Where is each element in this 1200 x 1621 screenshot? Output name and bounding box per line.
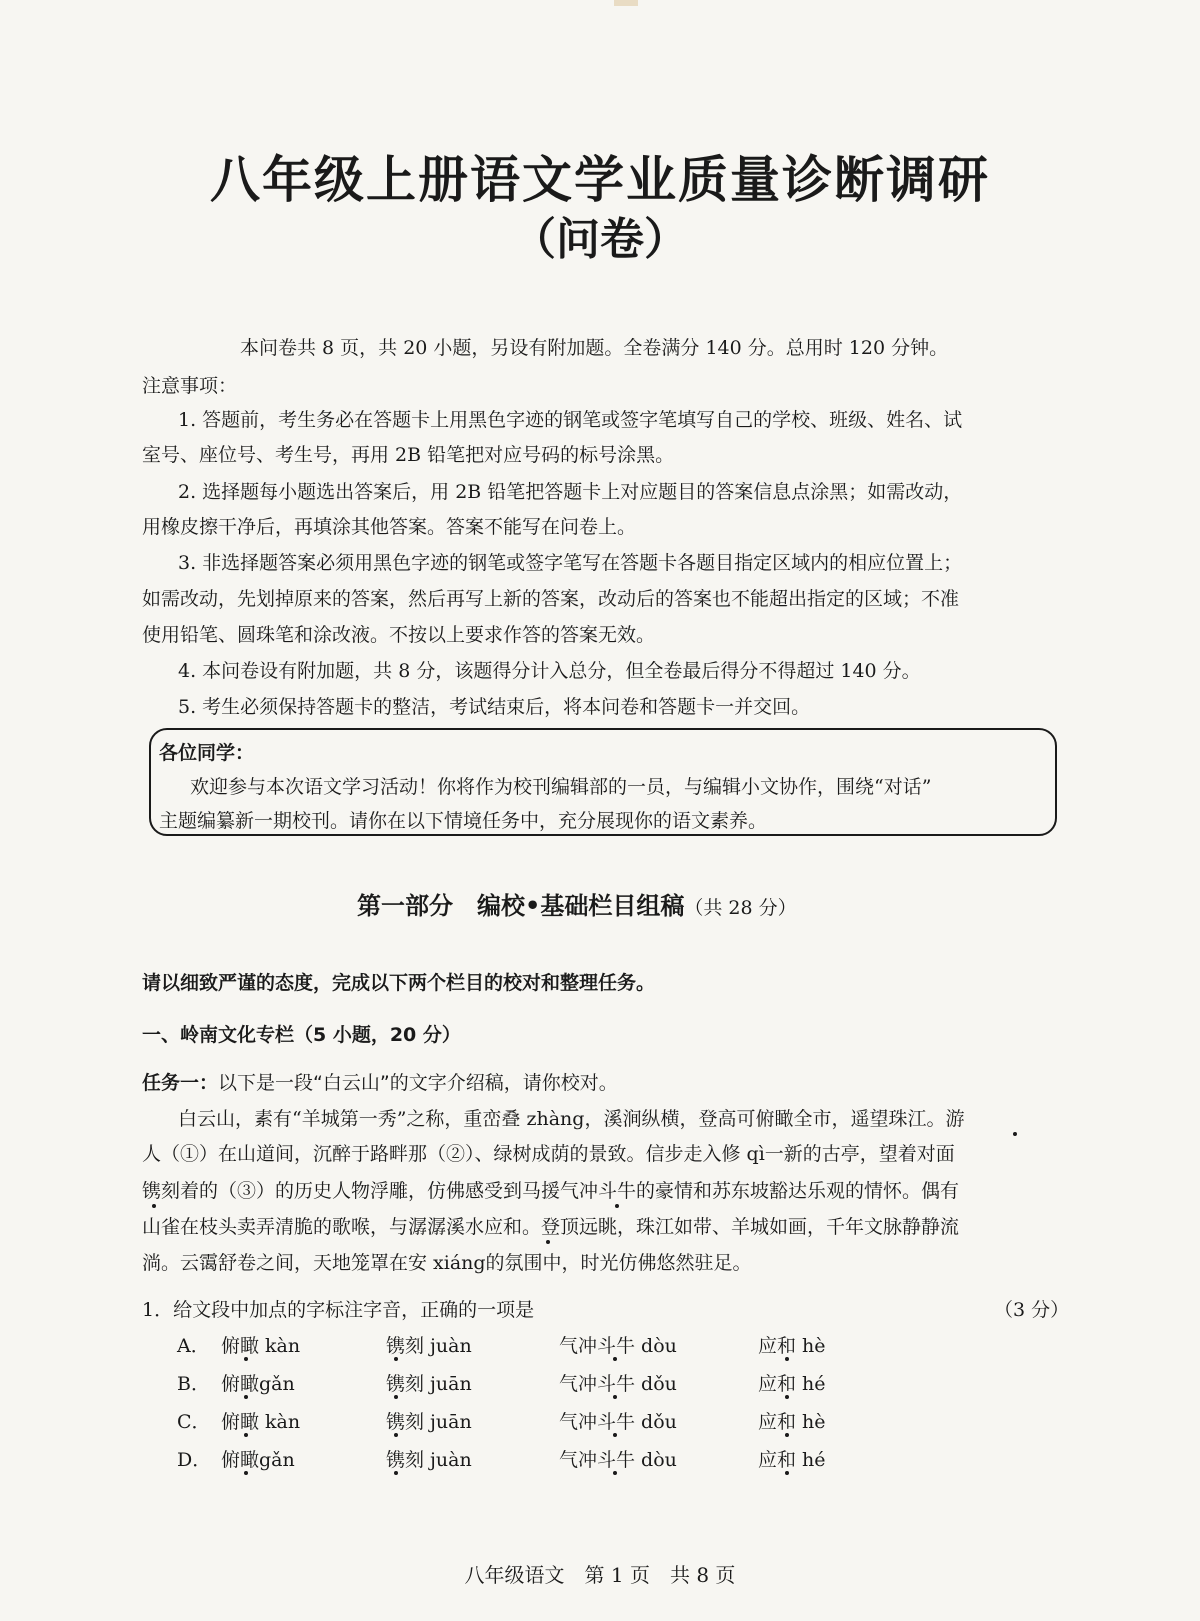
option-item: 镌刻 juān	[386, 1411, 472, 1433]
notice-line: 室号、座位号、考生号，再用 2B 铅笔把对应号码的标号涂黑。	[142, 444, 675, 466]
emphasis-dot	[244, 1357, 248, 1361]
option-letter: C．	[177, 1411, 211, 1433]
option-letter: D．	[177, 1449, 212, 1471]
notice-line: 2. 选择题每小题选出答案后，用 2B 铅笔把答题卡上对应题目的答案信息点涂黑；如需改动，	[178, 481, 963, 503]
notice-line: 使用铅笔、圆珠笔和涂改液。不按以上要求作答的答案无效。	[142, 624, 656, 646]
passage-line: 淌。云霭舒卷之间，天地笼罩在安 xiáng的氛围中，时光仿佛悠然驻足。	[142, 1252, 752, 1274]
section-heading: 一、岭南文化专栏（5 小题，20 分）	[142, 1024, 461, 1046]
emphasis-dot	[244, 1433, 248, 1437]
exam-intro: 本问卷共 8 页，共 20 小题，另设有附加题。全卷满分 140 分。总用时 120 分钟。	[240, 337, 949, 359]
task-label: 任务一：	[142, 1072, 219, 1094]
option-item: 应和 hè	[758, 1411, 826, 1433]
emphasis-dot	[613, 1433, 617, 1437]
notice-line: 3. 非选择题答案必须用黑色字迹的钢笔或签字笔写在答题卡各题目指定区域内的相应位置上；	[178, 552, 963, 574]
notice-line: 4. 本问卷设有附加题，共 8 分，该题得分计入总分，但全卷最后得分不得超过 140 分。	[178, 660, 921, 682]
scan-mark	[614, 0, 638, 6]
option-item: 气冲斗牛 dǒu	[559, 1411, 677, 1433]
question-stem: 1．给文段中加点的字标注字音，正确的一项是	[142, 1299, 535, 1321]
option-letter: B．	[177, 1373, 210, 1395]
emphasis-dot	[394, 1357, 398, 1361]
instruction: 请以细致严谨的态度，完成以下两个栏目的校对和整理任务。	[142, 972, 656, 994]
notice-line: 用橡皮擦干净后，再填涂其他答案。答案不能写在问卷上。	[142, 516, 637, 538]
option-item: 气冲斗牛 dǒu	[559, 1373, 677, 1395]
emphasis-dot	[394, 1433, 398, 1437]
emphasis-dot	[546, 1240, 550, 1244]
exam-title: 八年级上册语文学业质量诊断调研	[210, 150, 990, 209]
notice-heading: 注意事项：	[142, 375, 238, 397]
emphasis-dot	[394, 1471, 398, 1475]
notice-line: 1. 答题前，考生务必在答题卡上用黑色字迹的钢笔或签字笔填写自己的学校、班级、姓名、试	[178, 409, 963, 431]
notice-line: 如需改动，先划掉原来的答案，然后再写上新的答案，改动后的答案也不能超出指定的区域；不准	[142, 588, 960, 610]
emphasis-dot	[152, 1204, 156, 1208]
task-text: 以下是一段“白云山”的文字介绍稿，请你校对。	[218, 1072, 618, 1094]
part-title-text: 第一部分 编校•基础栏目组稿	[357, 891, 685, 920]
emphasis-dot	[785, 1395, 789, 1399]
emphasis-dot	[1013, 1132, 1017, 1136]
option-item: 镌刻 juàn	[386, 1335, 472, 1357]
greeting-heading: 各位同学：	[159, 742, 255, 764]
notice-line: 5. 考生必须保持答题卡的整洁，考试结束后，将本问卷和答题卡一并交回。	[178, 696, 811, 718]
option-item: 俯瞰 kàn	[221, 1335, 301, 1357]
option-item: 气冲斗牛 dòu	[559, 1335, 677, 1357]
emphasis-dot	[615, 1204, 619, 1208]
emphasis-dot	[394, 1395, 398, 1399]
page-footer: 八年级语文 第 1 页 共 8 页	[464, 1563, 736, 1587]
passage-line: 镌刻着的（③）的历史人物浮雕，仿佛感受到马援气冲斗牛的豪情和苏东坡豁达乐观的情怀。偶有	[142, 1180, 960, 1202]
emphasis-dot	[613, 1471, 617, 1475]
emphasis-dot	[244, 1471, 248, 1475]
greeting-line: 欢迎参与本次语文学习活动！你将作为校刊编辑部的一员，与编辑小文协作，围绕“对话”	[190, 776, 932, 798]
emphasis-dot	[244, 1395, 248, 1399]
option-item: 应和 hè	[758, 1335, 826, 1357]
passage-line: 白云山，素有“羊城第一秀”之称，重峦叠 zhàng，溪涧纵横，登高可俯瞰全市，遥望珠江。游	[178, 1108, 965, 1130]
option-item: 俯瞰gǎn	[221, 1373, 295, 1395]
part-title	[357, 886, 797, 921]
option-item: 镌刻 juàn	[386, 1449, 472, 1471]
option-letter: A．	[177, 1335, 210, 1357]
option-item: 应和 hé	[758, 1373, 826, 1395]
exam-subtitle: （问卷）	[512, 214, 688, 265]
emphasis-dot	[613, 1395, 617, 1399]
emphasis-dot	[785, 1357, 789, 1361]
emphasis-dot	[785, 1471, 789, 1475]
option-item: 应和 hé	[758, 1449, 826, 1471]
passage-line: 山雀在枝头卖弄清脆的歌喉，与潺潺溪水应和。登顶远眺，珠江如带、羊城如画，千年文脉静静流	[142, 1216, 960, 1238]
question-score: （3 分）	[994, 1299, 1070, 1321]
option-item: 俯瞰 kàn	[221, 1411, 301, 1433]
emphasis-dot	[785, 1433, 789, 1437]
option-item: 镌刻 juān	[386, 1373, 472, 1395]
greeting-line: 主题编纂新一期校刊。请你在以下情境任务中，充分展现你的语文素养。	[159, 810, 768, 832]
part-score: （共 28 分）	[684, 897, 797, 919]
option-item: 俯瞰gǎn	[221, 1449, 295, 1471]
emphasis-dot	[613, 1357, 617, 1361]
option-item: 气冲斗牛 dòu	[559, 1449, 677, 1471]
passage-line: 人（①）在山道间，沉醉于路畔那（②）、绿树成荫的景致。信步走入修 qì一新的古亭，望着对面	[142, 1143, 955, 1165]
task-heading	[142, 1068, 618, 1095]
